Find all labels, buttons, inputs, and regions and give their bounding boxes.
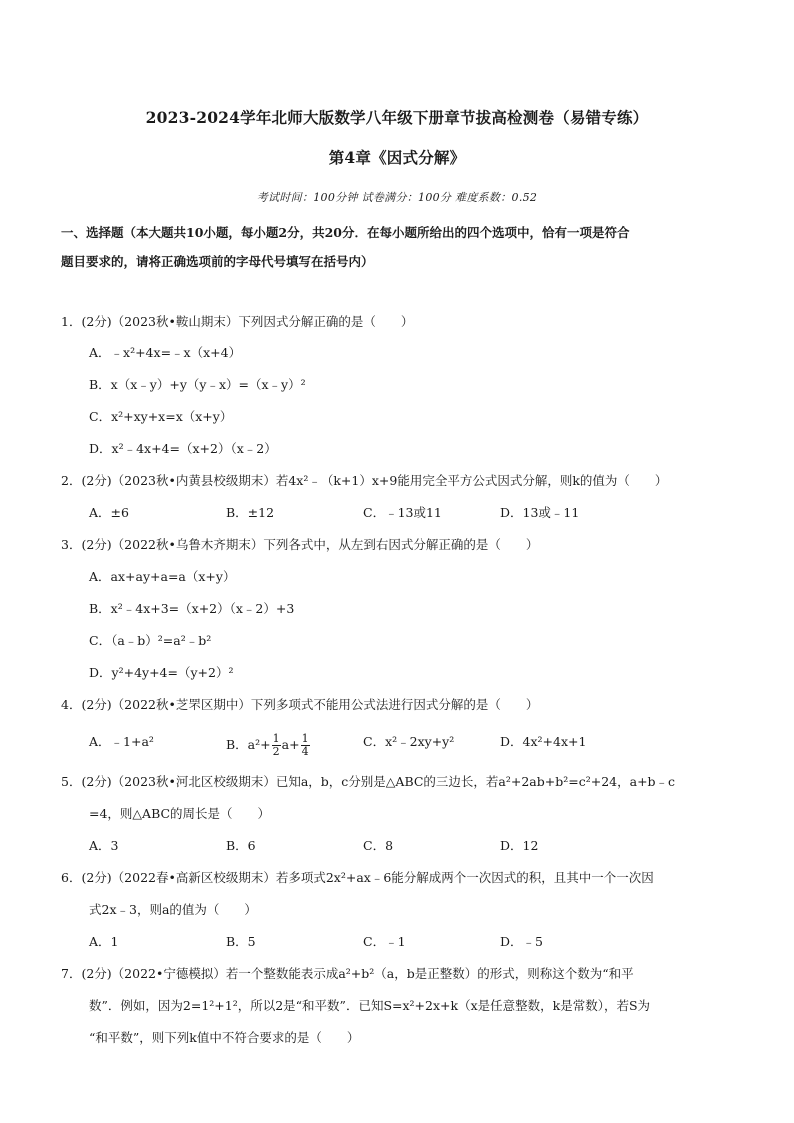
chapter-title: 第4章《因式分解》 bbox=[328, 148, 466, 167]
fraction-one-half: $\frac{1}{2}$ bbox=[272, 732, 280, 758]
section-line-2: 题目要求的，请将正确选项前的字母代号填写在括号内） bbox=[61, 254, 374, 269]
question-5-option-b: B．6 bbox=[226, 838, 256, 853]
question-5-stem-line-1: 5．(2分)（2023秋•河北区校级期末）已知a，b，c分别是△ABC的三边长，若a²+2ab+b²=c²+24，a+b﹣c bbox=[61, 774, 676, 789]
section-instructions bbox=[61, 218, 731, 276]
question-7-stem-line-2: 数”．例如，因为2=1²+1²，所以2是“和平数”．已知S=x²+2x+k（x是任意整数，k是常数），若S为 bbox=[89, 998, 651, 1013]
question-5-stem-line-2: =4，则△ABC的周长是（ ） bbox=[89, 806, 271, 821]
question-5-option-d: D．12 bbox=[500, 838, 539, 853]
question-4-stem: 4．(2分)（2022秋•芝罘区期中）下列多项式不能用公式法进行因式分解的是（ ） bbox=[61, 697, 539, 712]
fraction-one-quarter: $\frac{1}{4}$ bbox=[301, 732, 309, 758]
question-4-option-b bbox=[226, 733, 363, 758]
question-1-option-d: D．x²﹣4x+4=（x+2）（x﹣2） bbox=[89, 441, 277, 456]
question-2-option-d: D．13或﹣11 bbox=[500, 505, 580, 520]
question-1-option-c: C．x²+xy+x=x（x+y） bbox=[89, 409, 233, 424]
question-3-stem: 3．(2分)（2022秋•乌鲁木齐期末）下列各式中，从左到右因式分解正确的是（ ） bbox=[61, 537, 539, 552]
question-2-options bbox=[89, 504, 739, 522]
question-1-stem: 1．(2分)（2023秋•鞍山期末）下列因式分解正确的是（ ） bbox=[61, 314, 414, 329]
question-2-option-a: A．±6 bbox=[89, 505, 129, 520]
question-4-options bbox=[89, 733, 739, 758]
question-1-option-b: B．x（x﹣y）+y（y﹣x）=（x﹣y）² bbox=[89, 377, 306, 392]
question-6-stem-line-2: 式2x﹣3，则a的值为（ ） bbox=[89, 902, 257, 917]
question-3-option-a: A．ax+ay+a=a（x+y） bbox=[89, 569, 236, 584]
question-5-option-c: C．8 bbox=[363, 838, 394, 853]
question-7-stem-line-1: 7．(2分)（2022•宁德模拟）若一个整数能表示成a²+b²（a，b是正整数）的形式，则称这个数为“和平 bbox=[61, 966, 634, 981]
question-6-option-b: B．5 bbox=[226, 934, 256, 949]
question-3-option-b: B．x²﹣4x+3=（x+2）（x﹣2）+3 bbox=[89, 601, 295, 616]
question-6-option-c: C．﹣1 bbox=[363, 934, 406, 949]
question-6-options bbox=[89, 933, 739, 951]
question-4-option-b-mid: a+ bbox=[281, 737, 300, 752]
question-5-options bbox=[89, 837, 739, 855]
exam-meta: 考试时间：100分钟 试卷满分：100分 难度系数：0.52 bbox=[256, 191, 538, 204]
section-line-1: 一、选择题（本大题共10小题，每小题2分，共20分．在每小题所给出的四个选项中，恰有一项是符合 bbox=[61, 225, 630, 240]
exam-title: 2023-2024学年北师大版数学八年级下册章节拔高检测卷（易错专练） bbox=[145, 108, 649, 127]
question-4-option-a: A．﹣1+a² bbox=[89, 734, 154, 749]
question-6-option-d: D．﹣5 bbox=[500, 934, 543, 949]
question-6-stem-line-1: 6．(2分)（2022春•高新区校级期末）若多项式2x²+ax﹣6能分解成两个一次因式的积，且其中一个一次因 bbox=[61, 870, 654, 885]
question-6-option-a: A．1 bbox=[89, 934, 119, 949]
question-2-option-b: B．±12 bbox=[226, 505, 275, 520]
question-7-stem-line-3: “和平数”，则下列k值中不符合要求的是（ ） bbox=[89, 1030, 360, 1045]
question-3-option-d: D．y²+4y+4=（y+2）² bbox=[89, 665, 234, 680]
question-3-option-c: C．（a﹣b）²=a²﹣b² bbox=[89, 633, 212, 648]
question-5-option-a: A．3 bbox=[89, 838, 119, 853]
question-1-option-a: A．﹣x²+4x=﹣x（x+4） bbox=[89, 345, 242, 360]
question-2-stem: 2．(2分)（2023秋•内黄县校级期末）若4x²﹣（k+1）x+9能用完全平方公式因式分解，则k的值为（ ） bbox=[61, 473, 668, 488]
question-4-option-b-prefix: B．a²+ bbox=[226, 737, 271, 752]
question-2-option-c: C．﹣13或11 bbox=[363, 505, 442, 520]
question-4-option-d: D．4x²+4x+1 bbox=[500, 734, 587, 749]
question-4-option-c: C．x²﹣2xy+y² bbox=[363, 734, 455, 749]
